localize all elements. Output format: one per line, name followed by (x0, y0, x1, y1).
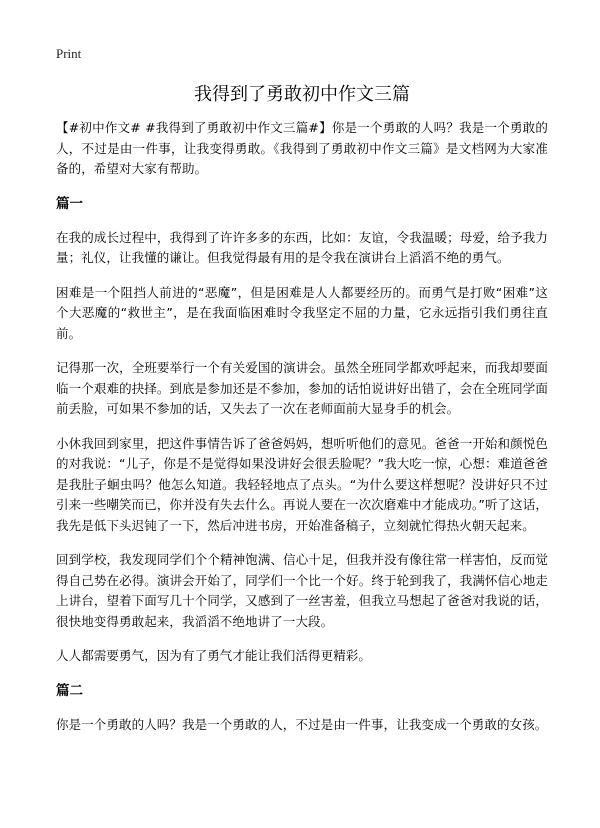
document-body (56, 118, 548, 749)
document-title: 我得到了勇敢初中作文三篇 (194, 84, 410, 105)
paragraph: 在我的成长过程中，我得到了许许多多的东西，比如：友谊，令我温暖；母爱，给予我力量；礼仪，让我懂的谦让。但我觉得最有用的是令我在演讲台上滔滔不绝的勇气。 (56, 229, 548, 265)
paragraph: 你是一个勇敢的人吗？我是一个勇敢的人，不过是由一件事，让我变成一个勇敢的女孩。 (56, 716, 548, 732)
paragraph: 困难是一个阻挡人前进的“恶魔”，但是困难是人人都要经历的。而勇气是打败“困难”这个大恶魔的“救世主”，是在我面临困难时令我坚定不屈的力量，它永远指引我们勇往直前。 (56, 284, 548, 341)
paragraph: 小休我回到家里，把这件事情告诉了爸爸妈妈，想听听他们的意见。爸爸一开始和颜悦色的对我说：“儿子，你是不是觉得如果没讲好会很丢脸呢？”我大吃一惊，心想：难道爸爸是我肚子蛔虫吗？他怎么知道。我轻轻地点了点头。“为什么要这样想呢？没讲好只不过引来一些嘲笑而已，你并没有失去什么。再说人要在一次次磨难中才能成功。”听了这话，我先是低下头迟钝了一下，然后冲进书房，开始准备稿子，立刻就忙得热火朝天起来。 (56, 435, 548, 533)
intro-paragraph: 【#初中作文# #我得到了勇敢初中作文三篇#】你是一个勇敢的人吗？我是一个勇敢的人，不过是由一件事，让我变得勇敢。《我得到了勇敢初中作文三篇》是文档网为大家准备的，希望对大家有帮助。 (56, 120, 548, 176)
paragraph: 回到学校，我发现同学们个个精神饱满、信心十足，但我并没有像往常一样害怕，反而觉得自己势在必得。演讲会开始了，同学们一个比一个好。终于轮到我了，我满怀信心地走上讲台，望着下面写几十个同学，又感到了一丝害羞，但我立马想起了爸爸对我说的话，很快地变得勇敢起来，我滔滔不绝地讲了一大段。 (56, 552, 548, 629)
section-heading-2: 篇二 (56, 682, 83, 699)
print-label: Print (56, 46, 82, 61)
paragraph: 人人都需要勇气，因为有了勇气才能让我们活得更精彩。 (56, 648, 372, 663)
section-heading-1: 篇一 (56, 195, 83, 212)
paragraph: 记得那一次，全班要举行一个有关爱国的演讲会。虽然全班同学都欢呼起来，而我却要面临一个艰难的抉择。到底是参加还是不参加，参加的话怕说讲好出错了，会在全班同学面前丢脸，可如果不参加的话，又失去了一次在老师面前大显身手的机会。 (56, 360, 548, 416)
